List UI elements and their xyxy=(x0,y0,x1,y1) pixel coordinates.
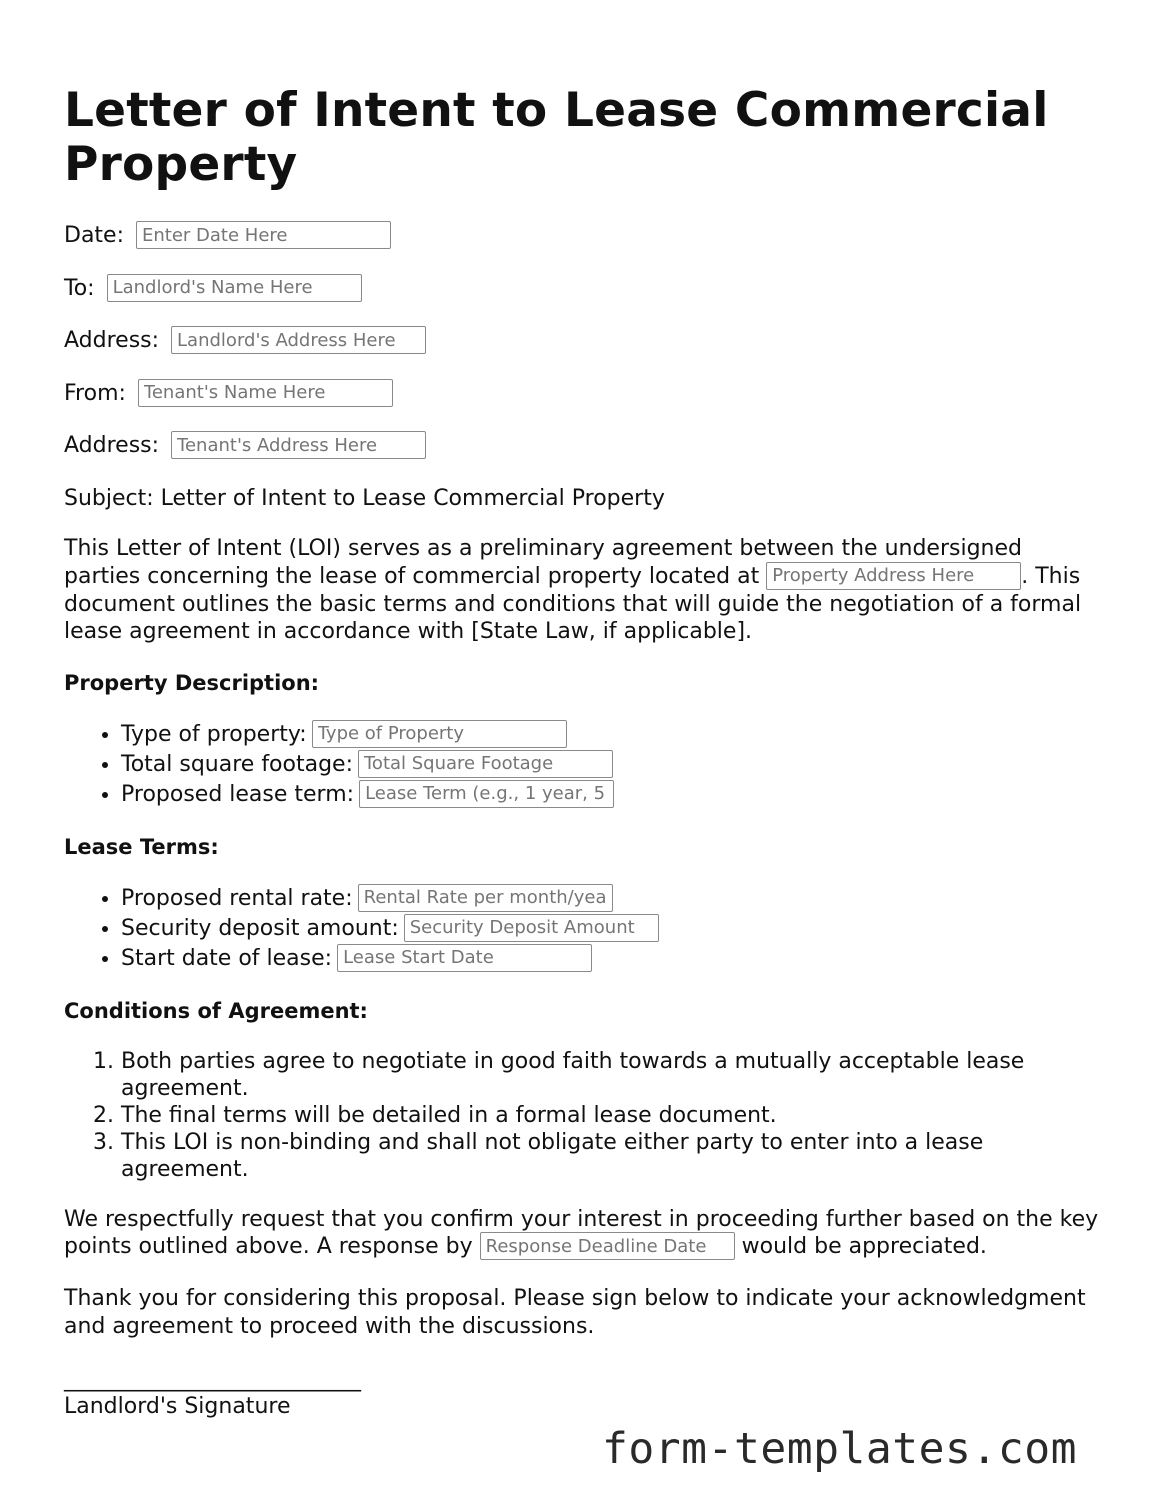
start-date-label: Start date of lease: xyxy=(121,945,333,971)
rental-rate-field[interactable] xyxy=(358,884,613,912)
from-label: From: xyxy=(64,380,126,406)
list-item: 2. The final terms will be detailed in a formal lease document. xyxy=(121,1102,1099,1129)
list-item xyxy=(121,914,1099,944)
list-item: 1. Both parties agree to negotiate in good faith towards a mutually acceptable lease agreement. xyxy=(121,1048,1099,1102)
response-deadline-field[interactable] xyxy=(480,1232,735,1260)
lease-term-field[interactable] xyxy=(359,780,614,808)
list-item xyxy=(121,720,1099,750)
landlord-address-field[interactable] xyxy=(171,326,426,354)
conditions-heading: Conditions of Agreement: xyxy=(64,998,368,1023)
subject-line: Subject: Letter of Intent to Lease Commercial Property xyxy=(64,485,665,511)
list-item xyxy=(121,944,1099,974)
tenant-address-field[interactable] xyxy=(171,431,426,459)
lease-terms-list xyxy=(64,884,1099,974)
property-type-field[interactable] xyxy=(312,720,567,748)
landlord-address-row xyxy=(64,327,1099,355)
property-description-heading: Property Description: xyxy=(64,670,320,695)
lease-term-label: Proposed lease term: xyxy=(121,781,355,807)
to-row xyxy=(64,275,1099,303)
date-row xyxy=(64,222,1099,250)
address-label: Address: xyxy=(64,433,160,458)
request-text-after: would be appreciated. xyxy=(734,1234,987,1259)
closing-paragraph: Thank you for considering this proposal. Please sign below to indicate your acknowledgment and agreement to proceed with the discussions. xyxy=(64,1286,1086,1339)
request-paragraph xyxy=(64,1206,1099,1262)
security-deposit-field[interactable] xyxy=(404,914,659,942)
landlord-name-field[interactable] xyxy=(107,274,362,302)
to-label: To: xyxy=(64,275,95,301)
from-row xyxy=(64,380,1099,408)
signature-block xyxy=(64,1366,1099,1420)
list-item xyxy=(121,780,1099,810)
letter-document xyxy=(64,84,1099,1420)
rental-rate-label: Proposed rental rate: xyxy=(121,885,353,911)
watermark: form-templates.com xyxy=(602,1424,1077,1474)
lease-terms-heading: Lease Terms: xyxy=(64,834,219,859)
square-footage-label: Total square footage: xyxy=(121,751,353,777)
tenant-name-field[interactable] xyxy=(138,379,393,407)
intro-text-before: This Letter of Intent (LOI) serves as a preliminary agreement between the undersigned parties concerning the lease of commercial property located at xyxy=(64,536,1022,589)
security-deposit-label: Security deposit amount: xyxy=(121,915,399,941)
page-title: Letter of Intent to Lease Commercial Property xyxy=(64,83,1049,192)
list-item xyxy=(121,884,1099,914)
square-footage-field[interactable] xyxy=(358,750,613,778)
start-date-field[interactable] xyxy=(337,944,592,972)
property-address-field[interactable] xyxy=(766,562,1021,590)
signature-label: Landlord's Signature xyxy=(64,1394,291,1419)
property-description-list xyxy=(64,720,1099,810)
signature-line: ___________________________ xyxy=(64,1367,361,1392)
request-text-before: We respectfully request that you confirm your interest in proceeding further based on the key points outlined above. A response by xyxy=(64,1206,1099,1259)
property-type-label: Type of property: xyxy=(121,721,307,747)
date-label: Date: xyxy=(64,223,124,248)
list-item xyxy=(121,750,1099,780)
address-label: Address: xyxy=(64,328,160,353)
intro-paragraph xyxy=(64,535,1099,646)
conditions-list xyxy=(64,1048,1099,1183)
list-item: 3. This LOI is non-binding and shall not obligate either party to enter into a lease agreement. xyxy=(121,1129,1099,1183)
date-field[interactable] xyxy=(136,221,391,249)
intro-text-after: . This document outlines the basic terms and conditions that will guide the negotiation of a formal lease agreement in accordance with [State Law, if applicable]. xyxy=(64,563,1082,644)
tenant-address-row xyxy=(64,432,1099,460)
